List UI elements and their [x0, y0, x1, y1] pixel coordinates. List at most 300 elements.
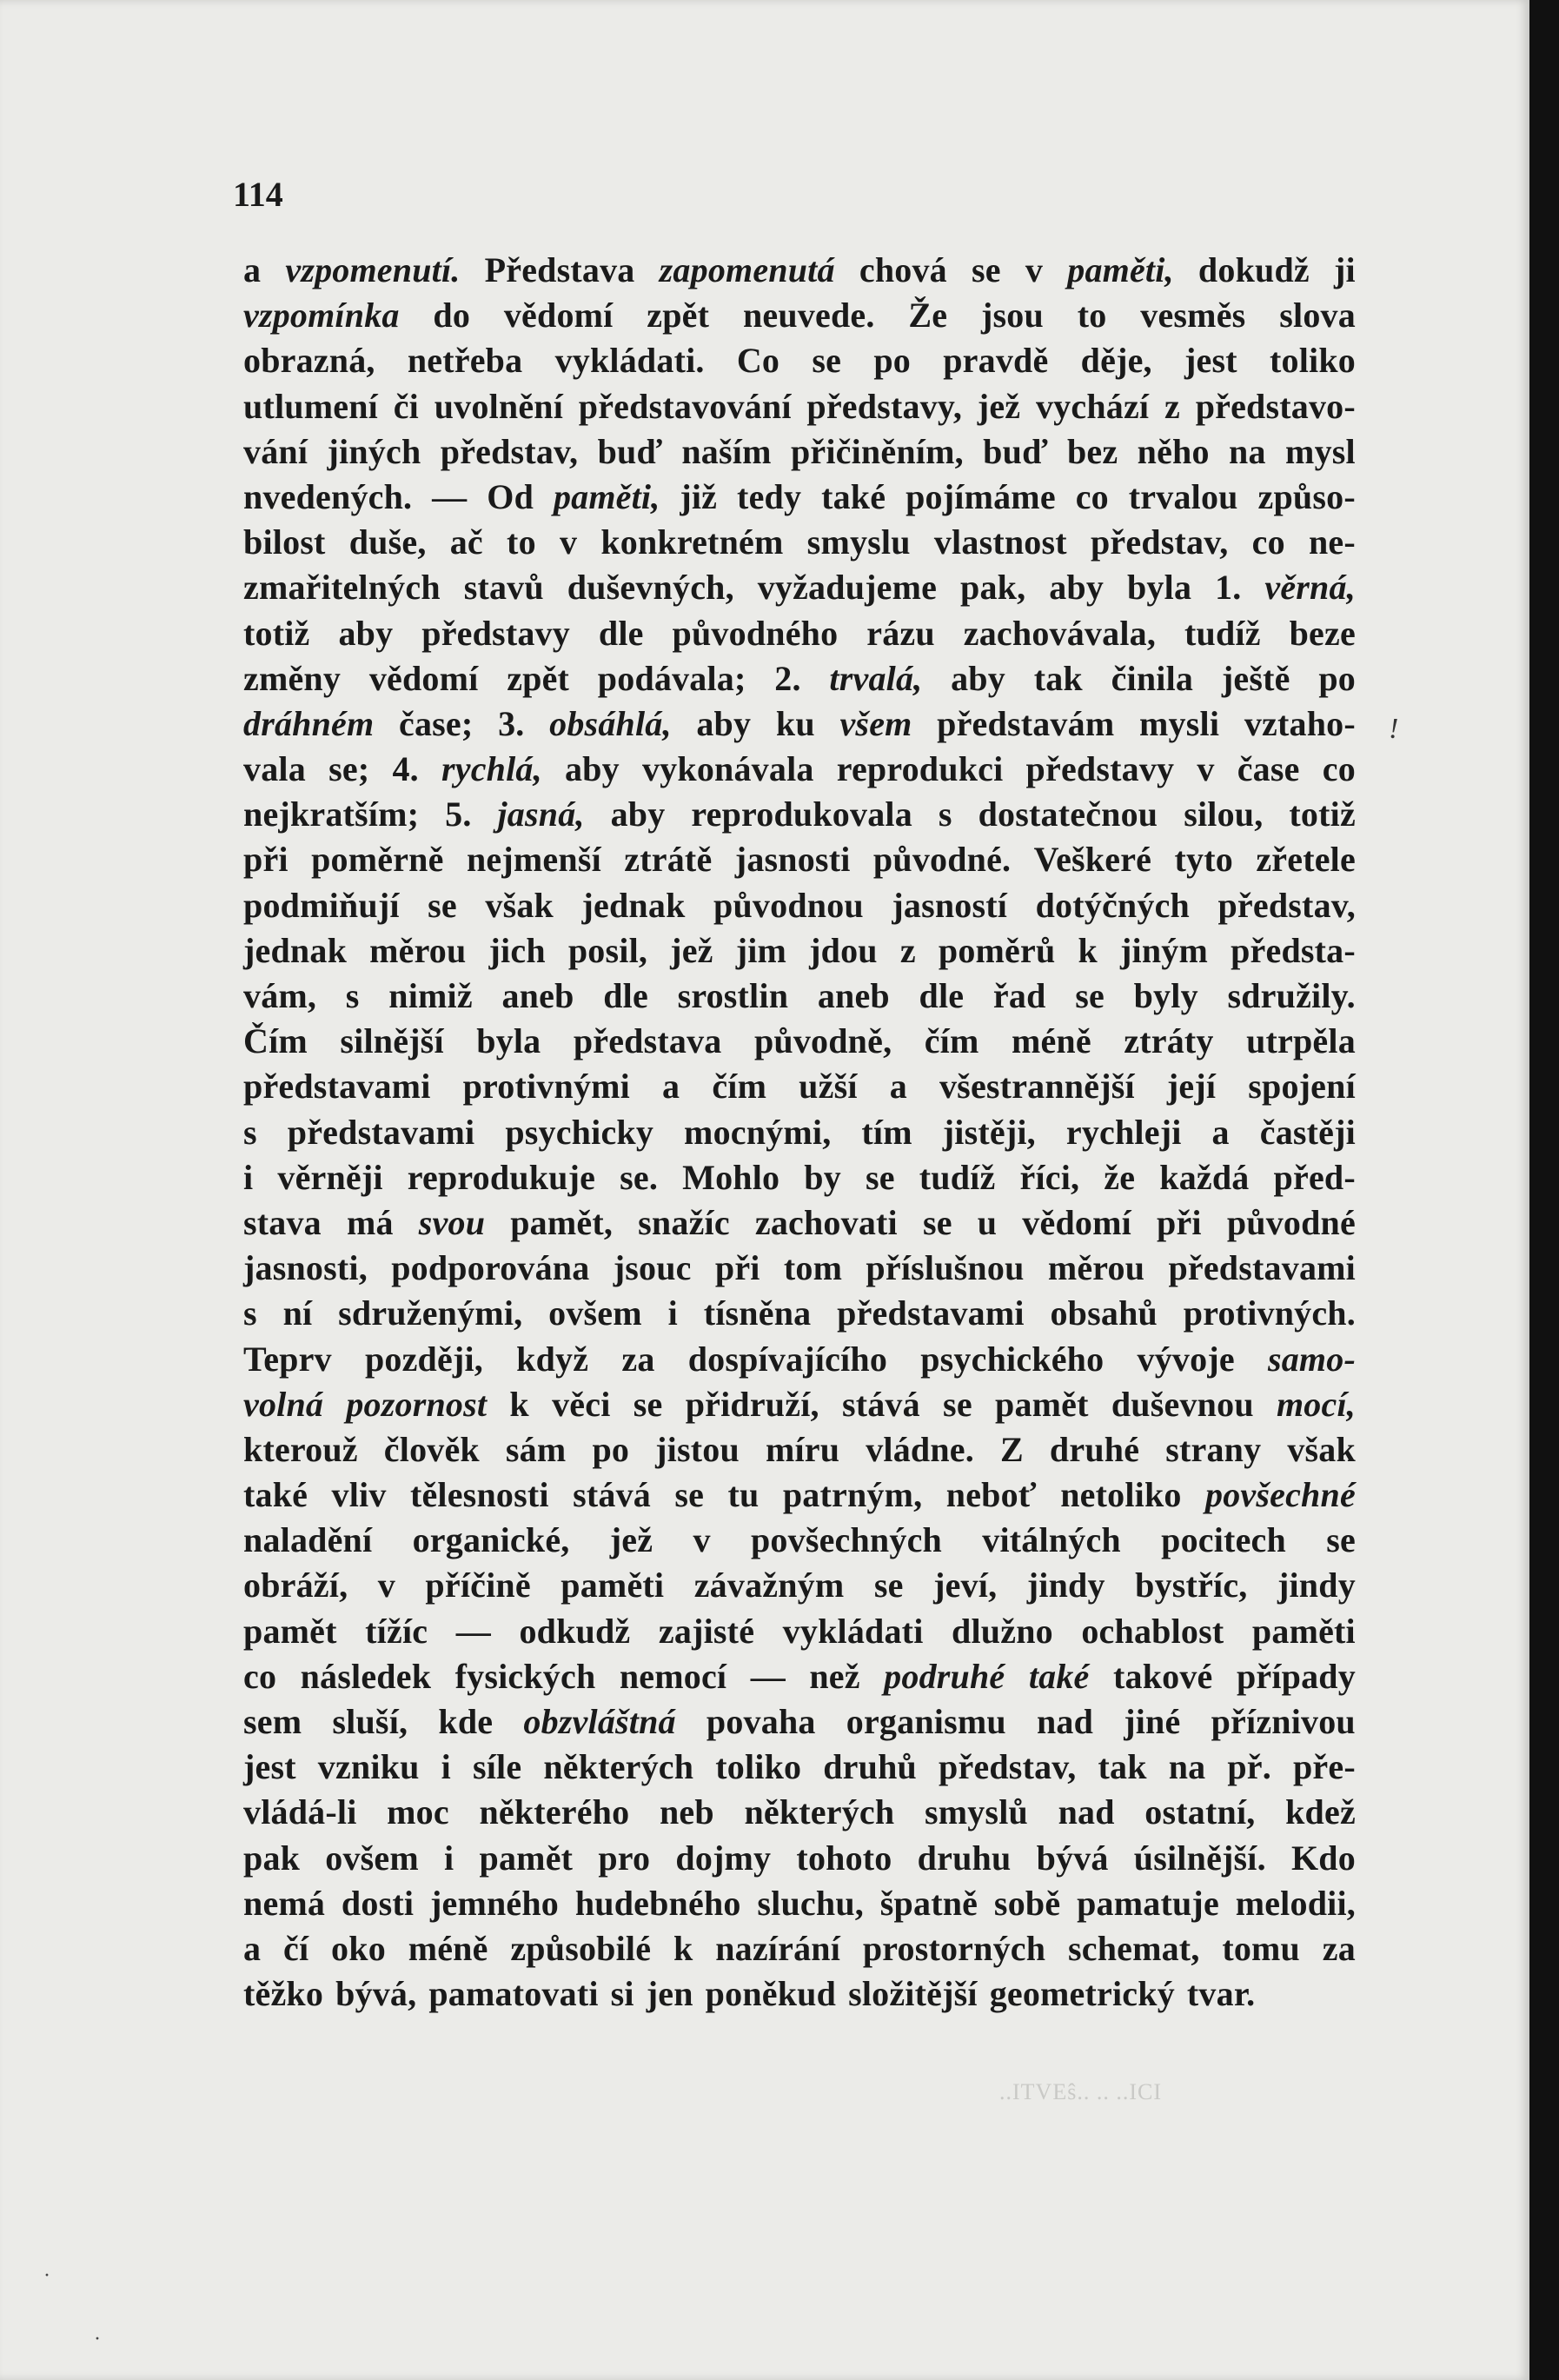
word: jistou [655, 1429, 740, 1469]
word: zapomenutá [659, 250, 835, 289]
word: nad [1058, 1792, 1115, 1832]
word: méně [1011, 1021, 1091, 1061]
word: konkretném [600, 522, 784, 562]
word: utlumení [243, 386, 378, 426]
word: i [441, 1747, 451, 1787]
text-line [243, 1246, 1356, 1291]
word: jiných [327, 431, 421, 471]
word: z [1164, 386, 1180, 426]
word: její [1166, 1067, 1217, 1107]
word: 1. [1215, 568, 1242, 608]
word: trvalá, [829, 658, 923, 698]
word: k [509, 1384, 529, 1424]
word: se [972, 250, 1001, 289]
word: aneb [501, 976, 574, 1015]
word: Veškeré [1033, 840, 1152, 880]
word: představ, [939, 1747, 1077, 1787]
word: mocí, [1276, 1384, 1356, 1424]
text-line [243, 1971, 1356, 2017]
word: by [804, 1157, 841, 1197]
word: Že [908, 296, 948, 336]
word: odkudž [519, 1611, 631, 1651]
word: vitálných [982, 1520, 1121, 1560]
text-line [243, 1518, 1356, 1563]
word: představám [937, 703, 1115, 743]
word: tělesnosti [409, 1475, 549, 1515]
word: ostatní, [1144, 1792, 1256, 1832]
word: ještě [1221, 658, 1290, 698]
word: obsahů [1050, 1293, 1158, 1333]
word: k [1078, 930, 1098, 970]
word: při [243, 840, 289, 880]
word: jeví, [933, 1566, 998, 1606]
word: představy, [806, 386, 963, 426]
word: pamět [243, 1611, 337, 1651]
word: jednak [581, 885, 686, 925]
word: vlastnost [933, 522, 1067, 562]
word: se [674, 1475, 705, 1515]
text-line [243, 837, 1356, 882]
word: snažíc [638, 1202, 730, 1242]
word: závažným [693, 1566, 845, 1606]
word: aby [1049, 568, 1105, 608]
word: utrpěla [1246, 1021, 1356, 1061]
word: srostlin [677, 976, 789, 1015]
text-line [243, 928, 1356, 974]
word: případy [1236, 1656, 1356, 1696]
word: tyto [1174, 840, 1233, 880]
word: některého [479, 1792, 630, 1832]
word: 5. [445, 794, 472, 834]
word: podruhé [884, 1656, 1005, 1696]
word: těžko [243, 1974, 324, 2014]
word: užší [799, 1067, 858, 1107]
word: ovšem [548, 1293, 642, 1333]
word: aby [951, 658, 1005, 698]
word: trvalou [1128, 476, 1238, 516]
word: měrou [369, 930, 467, 970]
word: se [873, 1566, 904, 1606]
word: byla [1126, 568, 1192, 608]
word: představo- [1195, 386, 1356, 426]
word: rychleji [1065, 1112, 1182, 1152]
word: sám [505, 1429, 567, 1469]
word: špatně [879, 1883, 979, 1923]
word: organické, [412, 1520, 570, 1560]
word: slova [1279, 296, 1356, 336]
word: tu [727, 1475, 760, 1515]
word: vládne. [866, 1429, 974, 1469]
text-line [243, 1019, 1356, 1064]
word: vzpomenutí. [285, 250, 461, 289]
text-line [243, 1064, 1356, 1109]
word: tudíž [1184, 613, 1261, 653]
word: toliko [1269, 341, 1356, 381]
word: pamět [479, 1838, 574, 1878]
word: bilost [243, 522, 326, 562]
scan-speck: · [43, 2264, 50, 2287]
word: věrněji [277, 1157, 383, 1197]
word: paměti [561, 1566, 665, 1606]
word: nemá [243, 1883, 326, 1923]
word: povšechné [1205, 1475, 1356, 1515]
word: jindy [1277, 1566, 1356, 1606]
word: představ, [1217, 885, 1356, 925]
word: vykládati. [554, 341, 705, 381]
word: pamatuje [1077, 1883, 1219, 1923]
word: buď [597, 431, 663, 471]
text-line [243, 429, 1356, 475]
word: Od [487, 476, 534, 516]
word: stává [841, 1384, 920, 1424]
word: sluchu, [757, 1883, 864, 1923]
word: stává [573, 1475, 651, 1515]
word: bývá [1036, 1838, 1109, 1878]
word: posil, [567, 930, 648, 970]
word: vyžadujeme [757, 568, 938, 608]
word: představy [1025, 749, 1175, 789]
word: způso- [1257, 476, 1356, 516]
word: druhů [823, 1747, 917, 1787]
word: pak, [960, 568, 1026, 608]
word: duše, [348, 522, 427, 562]
word: čí [282, 1928, 309, 1968]
word: také [243, 1475, 308, 1515]
word: nemocí [619, 1656, 727, 1696]
word: buď [983, 431, 1048, 471]
word: původné. [872, 840, 1012, 880]
word: 3. [498, 703, 525, 743]
word: představ, [440, 431, 579, 471]
word: prostorných [862, 1928, 1046, 1968]
word: tím [861, 1112, 912, 1152]
word: druhu [917, 1838, 1012, 1878]
word: jest [1184, 341, 1237, 381]
word: původné [1226, 1202, 1356, 1242]
word: zajisté [658, 1611, 755, 1651]
word: tak [1033, 658, 1083, 698]
page-number: 114 [233, 175, 283, 214]
text-line [243, 974, 1356, 1019]
word: dráhném [243, 703, 375, 743]
word: tudíž [919, 1157, 996, 1197]
word: Mohlo [682, 1157, 780, 1197]
word: v [693, 1520, 711, 1560]
word: představami [287, 1112, 475, 1152]
word: obsáhlá, [549, 703, 672, 743]
word: co [1251, 522, 1285, 562]
word: přičiněním, [790, 431, 964, 471]
word: sdružily. [1227, 976, 1356, 1015]
word: jiné [1124, 1702, 1181, 1741]
word: při [714, 1248, 760, 1288]
word: že [1104, 1157, 1136, 1197]
word: duševnou [1111, 1384, 1254, 1424]
word: vliv [331, 1475, 387, 1515]
word: tom [783, 1248, 843, 1288]
word: ní [282, 1293, 313, 1333]
word: jasná, [497, 794, 585, 834]
margin-mark: ! [1389, 713, 1399, 745]
text-line [243, 1155, 1356, 1200]
text-line [243, 792, 1356, 837]
word: i [667, 1293, 678, 1333]
word: ač [449, 522, 483, 562]
word: příznivou [1211, 1702, 1356, 1741]
word: vání [243, 431, 308, 471]
word: každá [1159, 1157, 1250, 1197]
word: míru [765, 1429, 840, 1469]
word: jež [609, 1520, 653, 1560]
text-line [243, 1609, 1356, 1654]
word: vychází [1035, 386, 1150, 426]
word: říci, [1019, 1157, 1080, 1197]
word: jiným [1120, 930, 1209, 970]
word: zpět [647, 296, 710, 336]
word: než [809, 1656, 860, 1696]
word: pak [243, 1838, 301, 1878]
word: tohoto [796, 1838, 892, 1878]
word: věci [552, 1384, 611, 1424]
word: čím [712, 1067, 767, 1107]
text-line [243, 475, 1356, 520]
text-line [243, 1563, 1356, 1608]
word: představy [421, 613, 570, 653]
word: ji [1334, 250, 1356, 289]
text-line [243, 883, 1356, 928]
word: nimiž [388, 976, 473, 1015]
word: podporována [391, 1248, 590, 1288]
word: silnější [340, 1021, 444, 1061]
word: jistěji, [942, 1112, 1036, 1152]
word: následek [300, 1656, 432, 1696]
word: z [899, 930, 916, 970]
word: kde [438, 1702, 494, 1741]
text-line [243, 656, 1356, 701]
word: tedy [737, 476, 802, 516]
word: Co [736, 341, 780, 381]
word: stava [243, 1202, 322, 1242]
word: paměti, [1067, 250, 1174, 289]
word: vzpomínka [243, 296, 400, 336]
word: čím [924, 1021, 979, 1061]
text-line [243, 1200, 1356, 1246]
word: méně [408, 1928, 488, 1968]
word: beze [1289, 613, 1356, 653]
scan-border [1529, 0, 1559, 2380]
body-text [243, 248, 1356, 2017]
word: zachovati [754, 1202, 898, 1242]
word: poměrně [311, 840, 444, 880]
word: všestrannější [939, 1067, 1135, 1107]
word: protivných. [1183, 1293, 1356, 1333]
word: příslušnou [866, 1248, 1025, 1288]
text-line [243, 1473, 1356, 1518]
word: jež [977, 386, 1021, 426]
word: však [1287, 1429, 1356, 1469]
word: tísněna [703, 1293, 812, 1333]
word: př. [1227, 1747, 1271, 1787]
text-line [243, 1337, 1356, 1382]
word: do [433, 296, 471, 336]
word: povaha [706, 1702, 816, 1741]
word: uvolnění [434, 386, 564, 426]
text-line [243, 611, 1356, 656]
word: pamět, [510, 1202, 614, 1242]
word: byly [1133, 976, 1198, 1015]
word: také [821, 476, 886, 516]
word: při [1157, 1202, 1202, 1242]
word: Představa [484, 250, 635, 289]
word: s [243, 1293, 257, 1333]
word: ochablost [1081, 1611, 1224, 1651]
word: mysli [1139, 703, 1220, 743]
word: pocitech [1161, 1520, 1286, 1560]
word: přidruží, [685, 1384, 819, 1424]
word: psychického [920, 1339, 1105, 1379]
word: jsouc [613, 1248, 692, 1288]
word: častěji [1259, 1112, 1356, 1152]
word: ku [775, 703, 815, 743]
word: mysl [1285, 431, 1356, 471]
word: kterouž [243, 1429, 358, 1469]
word: po [592, 1429, 630, 1469]
word: hudebného [574, 1883, 741, 1923]
word: dle [603, 976, 648, 1015]
text-line [243, 293, 1356, 338]
word: zmařitelných [243, 568, 441, 608]
word: nejkratším; [243, 794, 420, 834]
word: smyslů [924, 1792, 1028, 1832]
word: se [1075, 976, 1105, 1015]
word: poměrů [938, 930, 1056, 970]
word: pře- [1292, 1747, 1356, 1787]
word: představa [573, 1021, 722, 1061]
word: úsilnější. [1133, 1838, 1266, 1878]
word: druhé [1049, 1429, 1140, 1469]
word: jim [735, 930, 787, 970]
word: jasností [892, 885, 1008, 925]
text-line [243, 1654, 1356, 1699]
word: rychlá, [441, 749, 542, 789]
word: vládá-li [243, 1792, 357, 1832]
text-line [243, 1427, 1356, 1473]
word: moc [387, 1792, 449, 1832]
word: u [977, 1202, 998, 1242]
word: původnou [713, 885, 864, 925]
text-line [243, 1382, 1356, 1427]
word: pamatovati [428, 1974, 599, 2014]
word: sdruženými, [338, 1293, 523, 1333]
text-line [243, 701, 1356, 747]
word: vala [243, 749, 306, 789]
word: měrou [1047, 1248, 1145, 1288]
word: naším [681, 431, 772, 471]
word: pozornost [346, 1384, 488, 1424]
word: sluší, [332, 1702, 408, 1741]
word: představování [578, 386, 792, 426]
word: tvar. [1186, 1974, 1256, 2014]
word: po [1318, 658, 1356, 698]
word: dostatečnou [978, 794, 1158, 834]
word: zpět [507, 658, 570, 698]
word: reprodukuje [407, 1157, 596, 1197]
word: strany [1165, 1429, 1262, 1469]
word: protivnými [462, 1067, 630, 1107]
word: chová [859, 250, 947, 289]
word: reprodukci [836, 749, 1004, 789]
word: se [922, 1202, 952, 1242]
word: v [559, 522, 578, 562]
word: všem [839, 703, 912, 743]
word: totiž [1289, 794, 1356, 834]
word: k [673, 1928, 693, 1968]
word: naladění [243, 1520, 373, 1560]
text-line [243, 565, 1356, 610]
word: dlužno [952, 1611, 1053, 1651]
word: s [345, 976, 360, 1015]
word: dle [919, 976, 965, 1015]
word: představami [243, 1067, 431, 1107]
word: dle [598, 613, 644, 653]
word: ztrátě [624, 840, 713, 880]
word: čase; [399, 703, 474, 743]
word: představami [1168, 1248, 1356, 1288]
word: fysických [454, 1656, 596, 1696]
word: poněkud [705, 1974, 837, 2014]
word: dospívajícího [687, 1339, 888, 1379]
word: s [243, 1112, 257, 1152]
word: obráží, [243, 1566, 348, 1606]
word: vykládati [782, 1611, 924, 1651]
word: kdež [1285, 1792, 1356, 1832]
word: pojímáme [906, 476, 1056, 516]
word: obzvláštná [523, 1702, 676, 1741]
word: jemného [429, 1883, 560, 1923]
word: s [938, 794, 952, 834]
word: sem [243, 1702, 302, 1741]
word: to [1077, 296, 1107, 336]
word: povšechných [750, 1520, 942, 1560]
word: 2. [774, 658, 801, 698]
word: a [1211, 1112, 1230, 1152]
word: vztaho- [1244, 703, 1356, 743]
word: neboť [945, 1475, 1037, 1515]
word: takové [1112, 1656, 1213, 1696]
word: některých [543, 1747, 694, 1787]
word: paměti [1251, 1611, 1356, 1651]
word: když [516, 1339, 589, 1379]
word: co [1322, 749, 1356, 789]
word: sobě [993, 1883, 1061, 1923]
word: — [455, 1611, 491, 1651]
word: za [621, 1339, 655, 1379]
word: vzniku [317, 1747, 420, 1787]
word: psychicky [505, 1112, 654, 1152]
word: některých [744, 1792, 895, 1832]
word: toliko [715, 1747, 802, 1787]
word: čase [1237, 749, 1300, 789]
word: či [393, 386, 419, 426]
word: složitější [848, 1974, 978, 2014]
word: řad [992, 976, 1046, 1015]
word: reprodukovala [691, 794, 912, 834]
word: něho [1137, 431, 1210, 471]
word: pravdě [943, 341, 1049, 381]
word: aby [564, 749, 620, 789]
word: se. [620, 1157, 659, 1197]
word: co [243, 1656, 277, 1696]
